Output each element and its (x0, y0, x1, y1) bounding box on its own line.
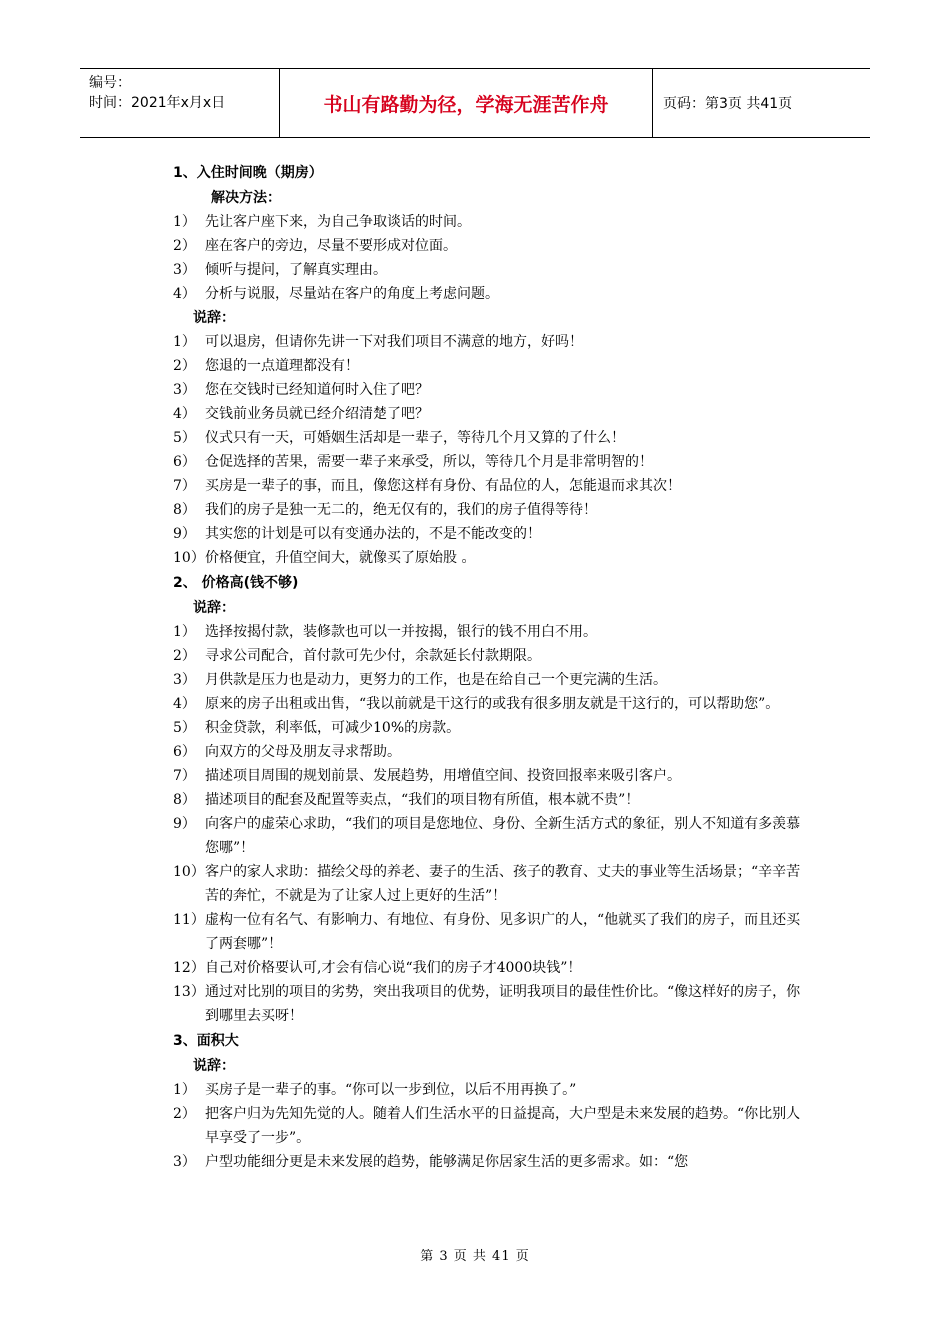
list-item (173, 956, 813, 980)
list-item-number: 10） (173, 864, 205, 880)
header-page-info: 页码：第3页 共41页 (663, 96, 793, 112)
subsection-label: 解决方法： (211, 190, 281, 206)
list-item-number: 5） (173, 430, 196, 446)
list-item (173, 644, 813, 668)
document-body (173, 160, 813, 1174)
list-item-number: 11） (173, 912, 205, 928)
section-title: 3、面积大 (173, 1033, 239, 1049)
list-item-number: 7） (173, 768, 196, 784)
document-number-label: 编号： (89, 75, 131, 91)
subsection-label: 说辞： (193, 1058, 235, 1074)
list-item (173, 234, 813, 258)
list-item-number: 1） (173, 624, 196, 640)
list-item (173, 1102, 813, 1150)
list-item (173, 740, 813, 764)
list-item-number: 2） (173, 1106, 196, 1122)
list-item-number: 1） (173, 334, 196, 350)
list-item (173, 402, 813, 426)
list-item (173, 692, 813, 716)
list-item-number: 3） (173, 262, 196, 278)
section-title: 2、 价格高(钱不够) (173, 575, 299, 591)
list-item (173, 498, 813, 522)
list-item-number: 4） (173, 696, 196, 712)
list-item-number: 13） (173, 984, 205, 1000)
list-item (173, 210, 813, 234)
list-item (173, 812, 813, 860)
list-item-number: 8） (173, 502, 196, 518)
list-item (173, 1078, 813, 1102)
header-motto: 书山有路勤为径，学海无涯苦作舟 (280, 69, 653, 137)
list-item (173, 620, 813, 644)
list-item-text: 先让客户座下来，为自己争取谈话的时间。 (205, 214, 471, 230)
list-item-number: 6） (173, 454, 196, 470)
list-item (173, 378, 813, 402)
subsection-label: 说辞： (193, 600, 235, 616)
list-item-text: 仪式只有一天，可婚姻生活却是一辈子，等待几个月又算的了什么！ (205, 430, 625, 446)
list-item-text: 客户的家人求助：描绘父母的养老、妻子的生活、孩子的教育、丈夫的事业等生活场景；“辛辛苦苦的奔忙，不就是为了让家人过上更好的生活”！ (205, 864, 801, 904)
list-item-number: 3） (173, 672, 196, 688)
list-item-text: 描述项目周围的规划前景、发展趋势，用增值空间、投资回报率来吸引客户。 (205, 768, 681, 784)
list-item (173, 908, 813, 956)
list-item-number: 2） (173, 238, 196, 254)
list-item-text: 寻求公司配合，首付款可先少付，余款延长付款期限。 (205, 648, 541, 664)
section-title: 1、入住时间晚（期房） (173, 165, 323, 181)
list-item-text: 积金贷款，利率低，可减少10%的房款。 (205, 720, 461, 736)
list-item-text: 倾听与提问，了解真实理由。 (205, 262, 387, 278)
list-item (173, 788, 813, 812)
page-header (80, 68, 870, 138)
list-item-number: 4） (173, 286, 196, 302)
list-item-number: 9） (173, 816, 196, 832)
list-item-number: 1） (173, 1082, 196, 1098)
list-item-text: 可以退房，但请你先讲一下对我们项目不满意的地方，好吗！ (205, 334, 583, 350)
list-item-number: 9） (173, 526, 196, 542)
list-item (173, 282, 813, 306)
list-item-text: 户型功能细分更是未来发展的趋势，能够满足你居家生活的更多需求。如：“您 (205, 1154, 689, 1170)
page-footer: 第 3 页 共 41 页 (420, 1249, 530, 1264)
list-item-text: 月供款是压力也是动力，更努力的工作，也是在给自己一个更完满的生活。 (205, 672, 667, 688)
list-item (173, 354, 813, 378)
list-item-text: 您在交钱时已经知道何时入住了吧？ (205, 382, 429, 398)
list-item-number: 12） (173, 960, 205, 976)
list-item-text: 描述项目的配套及配置等卖点，“我们的项目物有所值，根本就不贵”！ (205, 792, 640, 808)
list-item-text: 买房子是一辈子的事。“你可以一步到位，以后不用再换了。” (205, 1082, 577, 1098)
subsection-label: 说辞： (193, 310, 235, 326)
list-item (173, 716, 813, 740)
list-item-text: 座在客户的旁边，尽量不要形成对位面。 (205, 238, 457, 254)
list-item (173, 860, 813, 908)
list-item (173, 330, 813, 354)
list-item-number: 5） (173, 720, 196, 736)
list-item-text: 选择按揭付款，装修款也可以一并按揭，银行的钱不用白不用。 (205, 624, 597, 640)
list-item-number: 8） (173, 792, 196, 808)
list-item-text: 向双方的父母及朋友寻求帮助。 (205, 744, 401, 760)
list-item (173, 426, 813, 450)
list-item-number: 4） (173, 406, 196, 422)
list-item-text: 我们的房子是独一无二的，绝无仅有的，我们的房子值得等待！ (205, 502, 597, 518)
list-item (173, 546, 813, 570)
list-item-number: 7） (173, 478, 196, 494)
list-item-number: 3） (173, 382, 196, 398)
list-item (173, 1150, 813, 1174)
list-item-text: 价格便宜，升值空间大，就像买了原始股 。 (205, 550, 476, 566)
list-item-text: 原来的房子出租或出售，“我以前就是干这行的或我有很多朋友就是干这行的，可以帮助您”。 (205, 696, 780, 712)
document-date-label: 时间：2021年x月x日 (89, 95, 226, 111)
list-item (173, 474, 813, 498)
list-item (173, 522, 813, 546)
list-item-text: 您退的一点道理都没有！ (205, 358, 359, 374)
list-item-text: 把客户归为先知先觉的人。随着人们生活水平的日益提高，大户型是未来发展的趋势。“你比别人早享受了一步”。 (205, 1106, 801, 1146)
list-item-number: 2） (173, 648, 196, 664)
header-meta (80, 69, 280, 137)
list-item-text: 虚构一位有名气、有影响力、有地位、有身份、见多识广的人，“他就买了我们的房子，而且还买了两套哪”！ (205, 912, 801, 952)
list-item-text: 分析与说服，尽量站在客户的角度上考虑问题。 (205, 286, 499, 302)
list-item-text: 买房是一辈子的事，而且，像您这样有身份、有品位的人，怎能退而求其次！ (205, 478, 681, 494)
list-item-text: 通过对比别的项目的劣势，突出我项目的优势，证明我项目的最佳性价比。“像这样好的房子，你到哪里去买呀！ (205, 984, 801, 1024)
list-item-number: 10） (173, 550, 205, 566)
list-item-text: 其实您的计划是可以有变通办法的，不是不能改变的！ (205, 526, 541, 542)
list-item-number: 3） (173, 1154, 196, 1170)
list-item (173, 668, 813, 692)
list-item (173, 764, 813, 788)
list-item-number: 1） (173, 214, 196, 230)
list-item (173, 450, 813, 474)
list-item (173, 258, 813, 282)
list-item-text: 仓促选择的苦果，需要一辈子来承受，所以，等待几个月是非常明智的！ (205, 454, 653, 470)
list-item-number: 6） (173, 744, 196, 760)
list-item-number: 2） (173, 358, 196, 374)
list-item (173, 980, 813, 1028)
list-item-text: 自己对价格要认可,才会有信心说“我们的房子才4000块钱”！ (205, 960, 582, 976)
list-item-text: 向客户的虚荣心求助，“我们的项目是您地位、身份、全新生活方式的象征，别人不知道有多羡慕您哪”！ (205, 816, 801, 856)
list-item-text: 交钱前业务员就已经介绍清楚了吧？ (205, 406, 429, 422)
